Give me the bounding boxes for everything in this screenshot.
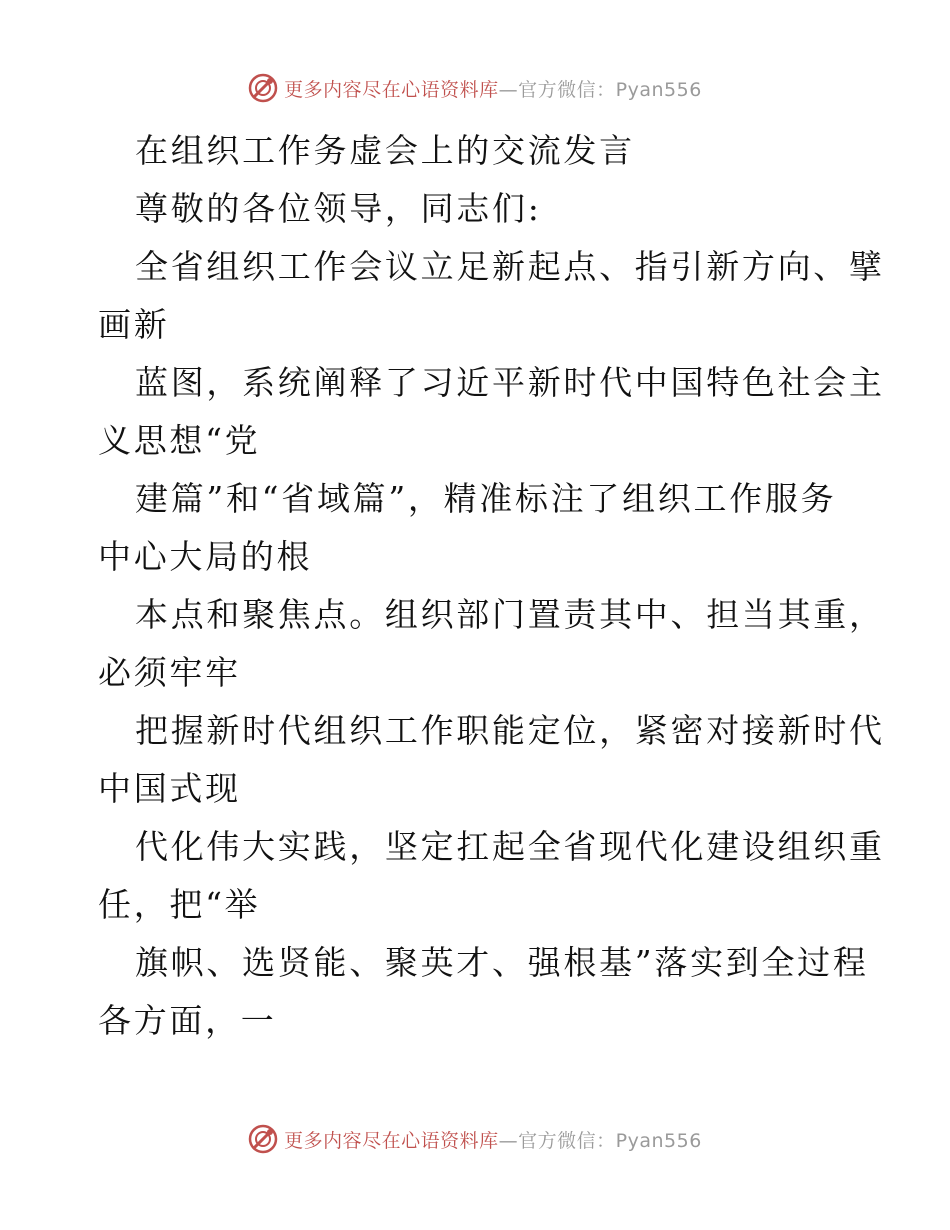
footer-watermark — [0, 1124, 950, 1154]
watermark-text: 更多内容尽在心语资料库 — [284, 78, 499, 101]
body-line: 各方面，一 — [98, 1001, 277, 1040]
body-line: 全省组织工作会议立足新起点、指引新方向、擘 — [135, 247, 885, 286]
body-line: 中心大局的根 — [98, 537, 313, 576]
body-line: 必须牢牢 — [98, 653, 241, 692]
watermark-contact: —官方微信：Pyan556 — [498, 1129, 702, 1152]
body-line: 蓝图，系统阐释了习近平新时代中国特色社会主 — [135, 363, 885, 402]
body-line: 中国式现 — [98, 769, 241, 808]
body-line: 画新 — [98, 305, 170, 344]
salutation: 尊敬的各位领导，同志们: — [135, 189, 542, 228]
seal-logo-icon — [248, 1124, 278, 1154]
body-line: 旗帜、选贤能、聚英才、强根基”落实到全过程 — [135, 943, 869, 982]
header-watermark — [0, 73, 950, 103]
body-line: 建篇”和“省域篇”，精准标注了组织工作服务 — [135, 479, 837, 518]
body-line: 义思想“党 — [98, 421, 261, 460]
document-body — [98, 122, 885, 1050]
body-line: 把握新时代组织工作职能定位，紧密对接新时代 — [135, 711, 885, 750]
body-line: 代化伟大实践，坚定扛起全省现代化建设组织重 — [135, 827, 885, 866]
seal-logo-icon — [248, 73, 278, 103]
document-title: 在组织工作务虚会上的交流发言 — [135, 131, 635, 170]
body-line: 任，把“举 — [98, 885, 261, 924]
watermark-contact: —官方微信：Pyan556 — [498, 78, 702, 101]
watermark-text: 更多内容尽在心语资料库 — [284, 1129, 499, 1152]
body-line: 本点和聚焦点。组织部门置责其中、担当其重， — [135, 595, 885, 634]
